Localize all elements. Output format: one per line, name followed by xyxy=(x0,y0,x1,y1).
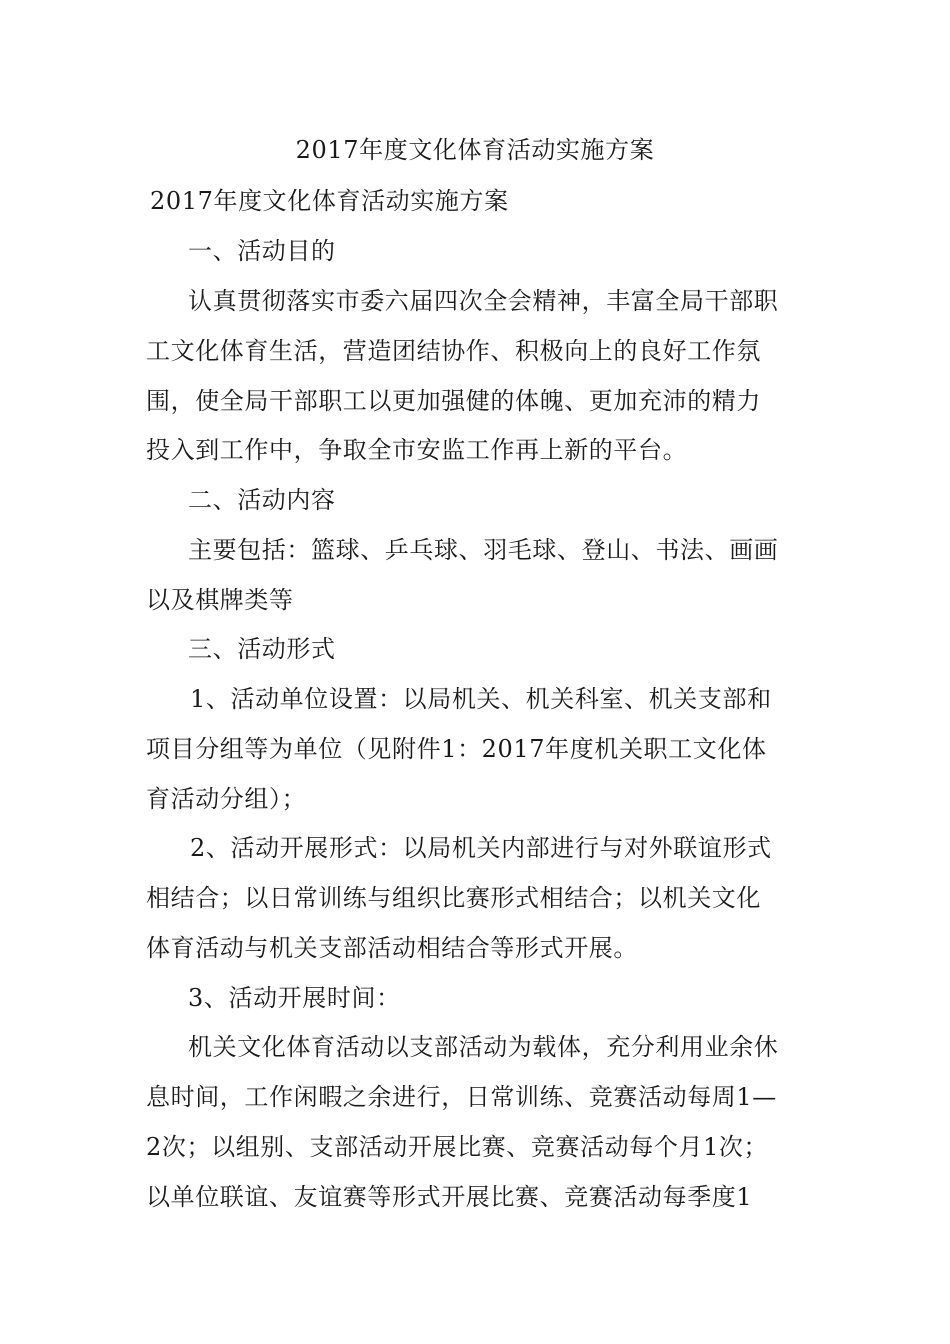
paragraph-line: 体育活动与机关支部活动相结合等形式开展。 xyxy=(146,934,638,962)
paragraph-line: 2、活动开展形式：以局机关内部进行与对外联谊形式 xyxy=(190,834,772,862)
paragraph-line: 投入到工作中，争取全市安监工作再上新的平台。 xyxy=(146,436,688,464)
section-heading-form: 三、活动形式 xyxy=(188,635,336,663)
paragraph-line: 机关文化体育活动以支部活动为载体，充分利用业余休 xyxy=(188,1033,779,1061)
paragraph-line: 主要包括：篮球、乒乓球、羽毛球、登山、书法、画画 xyxy=(188,536,779,564)
paragraph-line: 息时间，工作闲暇之余进行，日常训练、竞赛活动每周1— xyxy=(146,1083,777,1111)
document-subtitle: 2017年度文化体育活动实施方案 xyxy=(150,187,509,215)
paragraph-line: 项目分组等为单位（见附件1：2017年度机关职工文化体 xyxy=(146,735,767,763)
document-title: 2017年度文化体育活动实施方案 xyxy=(295,136,655,164)
paragraph-line: 3、活动开展时间： xyxy=(188,984,401,1012)
paragraph-line: 以及棋牌类等 xyxy=(146,586,294,614)
paragraph-line: 认真贯彻落实市委六届四次全会精神，丰富全局干部职 xyxy=(188,287,779,315)
paragraph-line: 围，使全局干部职工以更加强健的体魄、更加充沛的精力 xyxy=(146,387,761,415)
paragraph-line: 工文化体育生活，营造团结协作、积极向上的良好工作氛 xyxy=(146,337,761,365)
section-heading-content: 二、活动内容 xyxy=(188,486,336,514)
paragraph-line: 育活动分组）； xyxy=(146,785,307,813)
paragraph-line: 以单位联谊、友谊赛等形式开展比赛、竞赛活动每季度1 xyxy=(146,1183,753,1211)
section-heading-purpose: 一、活动目的 xyxy=(188,237,336,265)
paragraph-line: 1、活动单位设置：以局机关、机关科室、机关支部和 xyxy=(190,685,772,713)
paragraph-line: 2次；以组别、支部活动开展比赛、竞赛活动每个月1次； xyxy=(146,1133,769,1161)
paragraph-line: 相结合；以日常训练与组织比赛形式相结合；以机关文化 xyxy=(146,884,761,912)
